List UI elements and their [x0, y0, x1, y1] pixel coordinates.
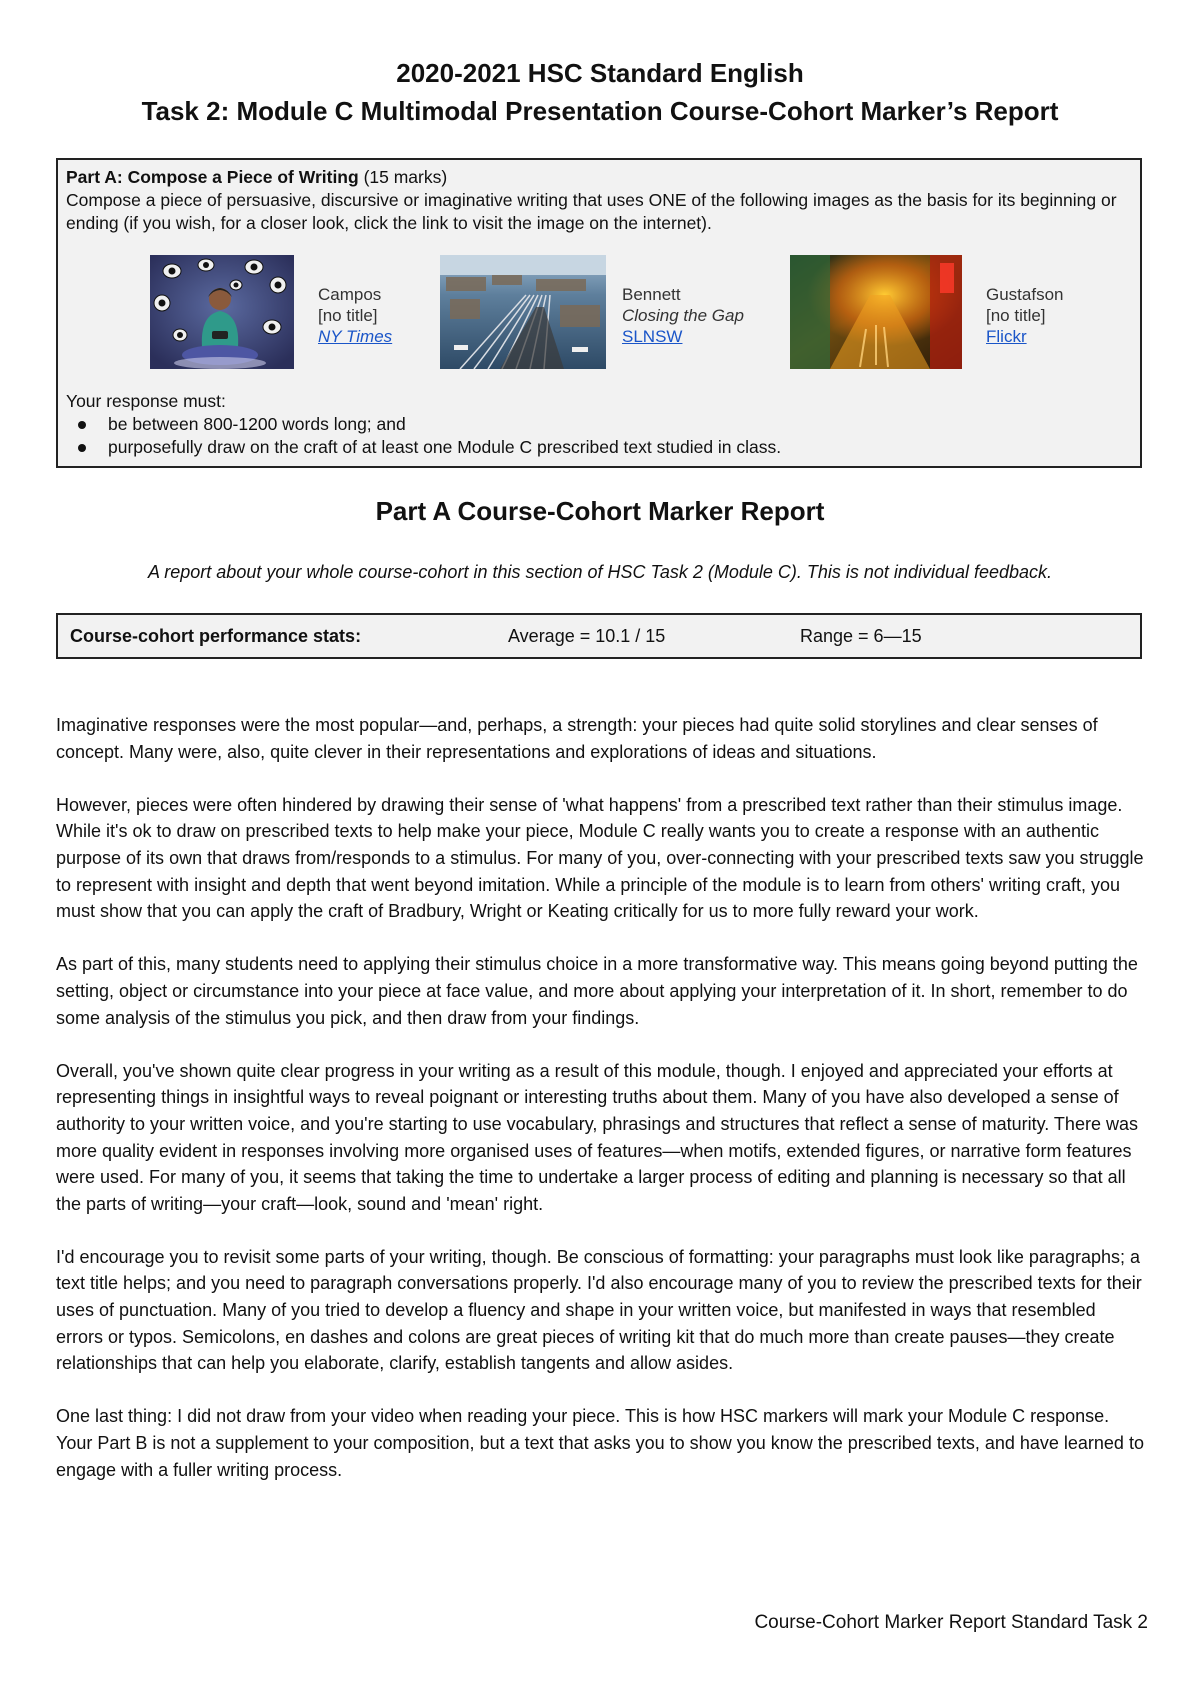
bennett-image	[440, 255, 606, 369]
report-heading: Part A Course-Cohort Marker Report	[375, 496, 825, 526]
document-title: 2020-2021 HSC Standard English	[396, 58, 804, 88]
requirements-section	[66, 390, 1132, 459]
bennett-caption	[622, 284, 744, 347]
bennett-title: Closing the Gap	[622, 306, 744, 325]
report-paragraph: As part of this, many students need to applying their stimulus choice in a more transformative way. This means going beyond putting the setting, object or circumstance into your piece at face value, and more about applying your interpretation of it. In short, remember to do some analysis of the stimulus you pick, and then draw from your findings.	[56, 954, 1138, 1028]
report-paragraph: However, pieces were often hindered by drawing their sense of 'what happens' from a prescribed text rather than their stimulus image. While it's ok to draw on prescribed texts to help make your piece, Module C really wants you to create a response with an authentic purpose of its own that draws from/responds to a stimulus. For many of you, over-connecting with your prescribed texts saw you struggle to represent with insight and depth that went beyond imitation. While a principle of the module is to learn from others' writing craft, you must show that you can apply the craft of Bradbury, Wright or Keating critically for us to more fully reward your work.	[56, 794, 1144, 922]
document-subtitle: Task 2: Module C Multimodal Presentation Course-Cohort Marker’s Report	[141, 96, 1059, 126]
task-instructions-box	[56, 158, 1142, 468]
report-note: A report about your whole course-cohort in this section of HSC Task 2 (Module C). This is not individual feedback.	[147, 562, 1053, 582]
task-instruction: Compose a piece of persuasive, discursive or imaginative writing that uses ONE of the following images as the basis for its beginning or ending (if you wish, for a closer look, click the link to visit the image on the internet).	[66, 190, 1117, 233]
gustafson-title: [no title]	[986, 306, 1046, 325]
bennett-artist: Bennett	[622, 285, 681, 304]
stats-label: Course-cohort performance stats:	[70, 626, 362, 646]
report-paragraph: Overall, you've shown quite clear progress in your writing as a result of this module, though. I enjoyed and appreciated your efforts at representing things in insightful ways to reveal poignant or interesting truths about them. Many of you have also developed a sense of authority to your written voice, and you're starting to use vocabulary, phrasings and structures that reflect a sense of maturity. There was more quality evident in responses involving more organised uses of features—when motifs, extended figures, or narrative form features were used. For many of you, it seems that taking the time to undertake a larger process of editing and planning is necessary so that all the parts of writing—your craft—look, sound and 'mean' right.	[56, 1060, 1138, 1214]
marks-label: (15 marks)	[363, 167, 448, 187]
campos-link[interactable]: NY Times	[318, 327, 393, 346]
gustafson-link[interactable]: Flickr	[986, 327, 1027, 346]
report-paragraph: I'd encourage you to revisit some parts of your writing, though. Be conscious of formatting: your paragraphs must look like paragraphs; a text title helps; and you need to paragraph conversations properly. I'd also encourage many of you to review the prescribed texts for their uses of punctuation. Many of you tried to develop a fluency and shape in your written voice, but manifested in ways that resembled errors or typos. Semicolons, en dashes and colons are great pieces of writing kit that do much more than create pauses—they create relationships that can help you elaborate, clarify, establish tangents and allow asides.	[56, 1246, 1142, 1374]
requirement-item: be between 800-1200 words long; and	[66, 413, 1132, 436]
campos-artist: Campos	[318, 285, 382, 304]
part-a-label: Part A: Compose a Piece of Writing	[66, 167, 359, 187]
report-paragraph: One last thing: I did not draw from your video when reading your piece. This is how HSC markers will mark your Module C response. Your Part B is not a supplement to your composition, but a text that asks you to show you know the prescribed texts, and have learned to engage with a fuller writing process.	[56, 1406, 1144, 1480]
stats-average: Average = 10.1 / 15	[508, 626, 666, 646]
bennett-link[interactable]: SLNSW	[622, 327, 683, 346]
gustafson-caption	[986, 284, 1064, 347]
requirements-intro: Your response must:	[66, 391, 226, 411]
requirement-item: purposefully draw on the craft of at least one Module C prescribed text studied in class.	[66, 436, 1132, 459]
task-heading	[66, 166, 1132, 189]
campos-caption	[318, 284, 392, 347]
stats-range: Range = 6—15	[800, 626, 922, 646]
gustafson-image	[790, 255, 962, 369]
requirements-list	[66, 413, 1132, 459]
report-paragraph: Imaginative responses were the most popular—and, perhaps, a strength: your pieces had quite solid storylines and clear senses of concept. Many were, also, quite clever in their representations and explorations of ideas and situations.	[56, 715, 1098, 762]
report-body	[56, 712, 1146, 1510]
campos-title: [no title]	[318, 306, 378, 325]
campos-image	[150, 255, 294, 369]
performance-stats-box	[56, 613, 1142, 659]
page-footer: Course-Cohort Marker Report Standard Task 2	[754, 1612, 1148, 1633]
gustafson-artist: Gustafson	[986, 285, 1064, 304]
